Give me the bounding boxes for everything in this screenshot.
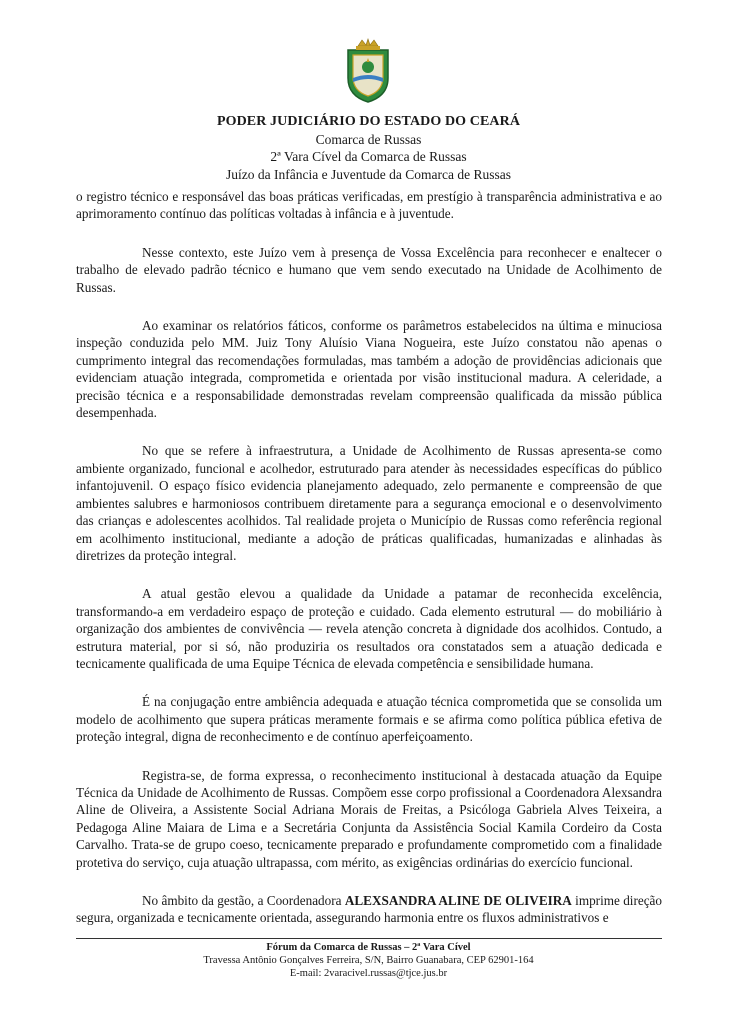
paragraph: É na conjugação entre ambiência adequada e atuação técnica comprometida que se consolida um modelo de acolhimento que supera práticas meramente formais e se afirma como política pública efetiva de proteção integral, digna de reconhecimento e de contínuo aperfeiçoamento. [76,694,662,745]
paragraph: o registro técnico e responsável das boas práticas verificadas, em prestígio à transparência administrativa e ao aprimoramento contínuo das políticas voltadas à infância e à juventude. [76,189,662,222]
ceara-coat-of-arms-icon [342,38,394,104]
paragraph-text: No âmbito da gestão, a Coordenadora [142,893,345,908]
document-footer [0,941,737,980]
footer-address: Travessa Antônio Gonçalves Ferreira, S/N, Bairro Guanabara, CEP 62901-164 [203,955,534,966]
footer-email: E-mail: 2varacivel.russas@tjce.jus.br [289,968,448,979]
coordinator-name: ALEXSANDRA ALINE DE OLIVEIRA [344,893,572,908]
paragraph-text: imprime direção segura, organizada e tecnicamente orientada, assegurando harmonia entre os fluxos administrativos e [76,893,662,926]
comarca-line: Comarca de Russas [315,131,422,147]
court-title: PODER JUDICIÁRIO DO ESTADO DO CEARÁ [216,114,521,129]
vara-line: 2ª Vara Cível da Comarca de Russas [270,149,467,165]
document-header [0,113,737,183]
footer-divider [76,938,662,939]
paragraph: Registra-se, de forma expressa, o reconhecimento institucional à destacada atuação da Equipe Técnica da Unidade de Acolhimento de Russas. Compõem esse corpo profissional a Coordenadora Alexsandra Aline de Oliveira, a Assistente Social Adriana Morais de Freitas, a Psicóloga Gabriela Alves Teixeira, a Pedagoga Aline Maiara de Lima e a Secretária Conjunta da Assistência Social Kamila Cordeiro da Costa Carvalho. Trata-se de grupo coeso, tecnicamente preparado e profundamente comprometido com a finalidade protetiva do serviço, cuja atuação ultrapassa, com mérito, as exigências ordinárias do exercício funcional. [76,767,662,870]
paragraph: No que se refere à infraestrutura, a Unidade de Acolhimento de Russas apresenta-se como ambiente organizado, funcional e acolhedor, estruturado para atender às necessidades específicas do público infantojuvenil. O espaço físico evidencia planejamento adequado, zelo permanente e compreensão de que ambientes salubres e harmoniosos contribuem diretamente para a segurança emocional e o desenvolvimento das crianças e adolescentes acolhidos. Tal realidade projeta o Município de Russas como referência regional em acolhimento institucional, mediante a adoção de práticas qualificadas, humanizadas e alinhadas às diretrizes da proteção integral. [76,443,662,563]
paragraph: Ao examinar os relatórios fáticos, conforme os parâmetros estabelecidos na última e minuciosa inspeção conduzida pelo MM. Juiz Tony Aluísio Viana Nogueira, este Juízo constatou não apenas o cumprimento integral das recomendações formuladas, mas também a adoção de providências adicionais que evidenciam atuação integrada, comprometida e orientada por visão institucional madura. A celeridade, a precisão técnica e a responsabilidade demonstradas revelam compreensão qualificada da missão pública desempenhada. [76,318,662,421]
paragraph [76,892,662,927]
footer-forum: Fórum da Comarca de Russas – 2ª Vara Cível [266,942,471,953]
paragraph: A atual gestão elevou a qualidade da Unidade a patamar de reconhecida excelência, transformando-a em verdadeiro espaço de proteção e cuidado. Cada elemento estrutural — do mobiliário à organização dos ambientes de convivência — revela atenção concreta à dignidade dos acolhidos. Contudo, a estrutura material, por si só, não produziria os resultados ora constatados sem a atuação dedicada e tecnicamente qualificada de uma Equipe Técnica de elevada competência e sensibilidade humana. [76,586,662,671]
paragraph: Nesse contexto, este Juízo vem à presença de Vossa Excelência para reconhecer e enaltecer o trabalho de elevado padrão técnico e humano que vem sendo executado na Unidade de Acolhimento de Russas. [76,244,662,295]
document-body [76,188,662,948]
juizo-line: Juízo da Infância e Juventude da Comarca de Russas [226,166,511,182]
